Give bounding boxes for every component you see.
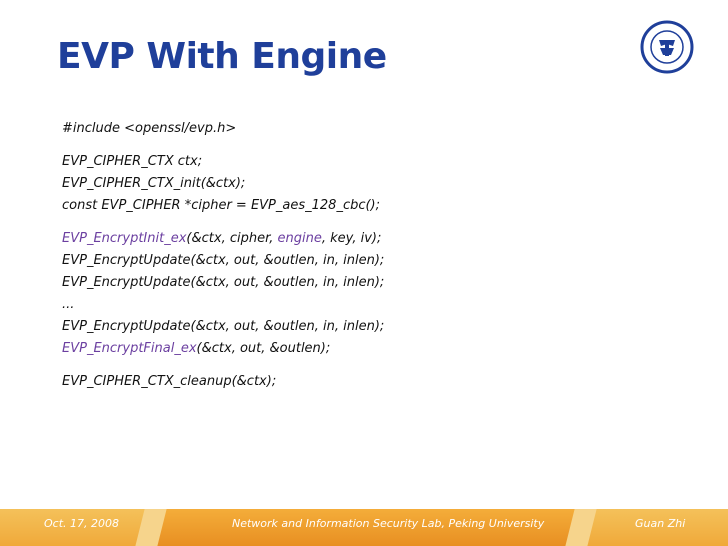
code-block [62,118,384,393]
footer-center-text: Network and Information Security Lab, Peking University [232,517,545,530]
code-fn-encrypt-init: EVP_EncryptInit_ex [62,231,187,246]
code-line-update-1: EVP_EncryptUpdate(&ctx, out, &outlen, in, inlen); [62,253,385,268]
code-engine-keyword: engine [277,231,322,246]
slide-title: EVP With Engine [57,36,387,77]
peking-university-seal-icon [640,20,694,74]
code-line-update-2: EVP_EncryptUpdate(&ctx, out, &outlen, in, inlen); [62,275,385,290]
code-args-encrypt-init-a: (&ctx, cipher, [186,231,278,246]
code-line-cipher-decl: const EVP_CIPHER *cipher = EVP_aes_128_cbc(); [62,198,381,213]
footer-author: Guan Zhi [635,517,686,530]
code-line-ellipsis: ... [62,297,75,312]
code-line-cleanup: EVP_CIPHER_CTX_cleanup(&ctx); [62,374,277,389]
code-line-encrypt-init [62,228,384,250]
code-fn-encrypt-final: EVP_EncryptFinal_ex [62,341,197,356]
code-line-include: #include <openssl/evp.h> [62,121,237,136]
footer-date: Oct. 17, 2008 [44,517,119,530]
code-line-encrypt-final [62,338,384,360]
code-line-update-3: EVP_EncryptUpdate(&ctx, out, &outlen, in, inlen); [62,319,385,334]
code-args-encrypt-init-b: , key, iv); [321,231,382,246]
code-line-ctx-init: EVP_CIPHER_CTX_init(&ctx); [62,176,246,191]
code-args-encrypt-final: (&ctx, out, &outlen); [196,341,331,356]
code-line-ctx-decl: EVP_CIPHER_CTX ctx; [62,154,203,169]
